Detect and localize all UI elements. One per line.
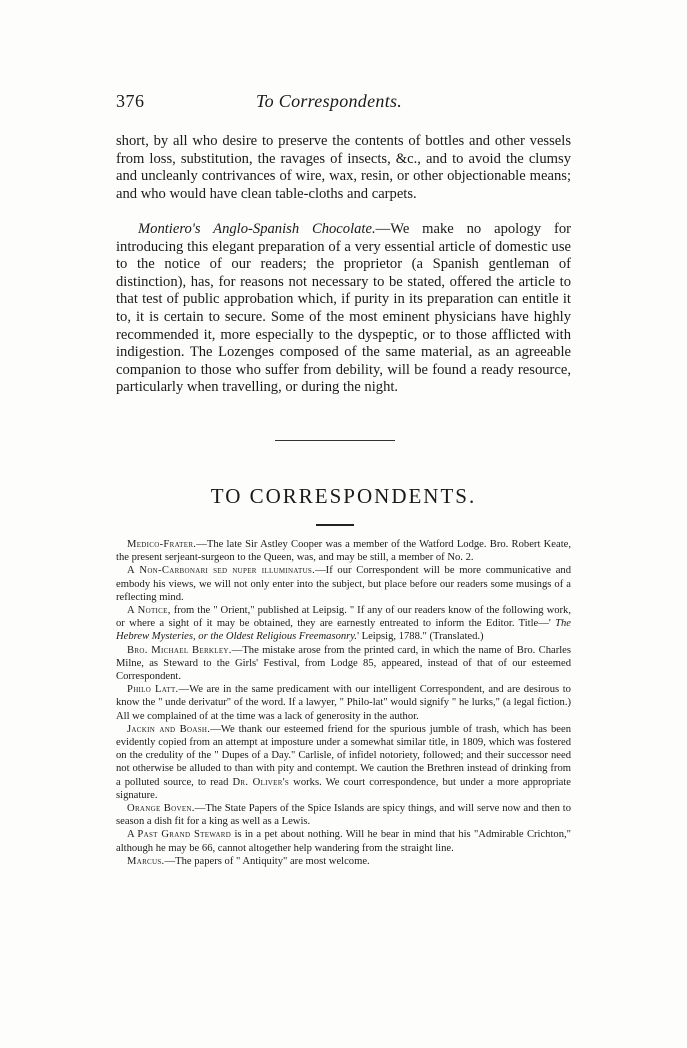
notice-lead: A Notice, xyxy=(127,605,171,617)
notice-item xyxy=(116,683,571,723)
book-title: The Hebrew Mysteries, or the Oldest Religious Freemasonry. xyxy=(116,618,571,643)
notice-item xyxy=(116,564,571,604)
notice-lead: Marcus. xyxy=(127,855,165,867)
notice-body: ' Leipsig, 1788." (Translated.) xyxy=(357,631,484,643)
notice-body: from the " Orient," published at Leipsig. " If any of our readers know of the following work, or where a sight of it may be obtained, they are earnestly entreated to inform the Editor. Title—' xyxy=(116,605,571,630)
notice-body: —If our Correspondent will be more communicative and embody his views, we will not only enter into the subject, but place before our readers some musings of a reflecting mind. xyxy=(116,565,571,603)
page-number: 376 xyxy=(116,91,145,111)
notice-lead: Medico-Frater. xyxy=(127,539,197,550)
paragraph-body: —We make no apology for introducing this elegant preparation of a very essential article of domestic use to the notice of our readers; the proprietor (a Spanish gentleman of distinction), has, for reasons not necessary to be stated, offered the article to that test of public approbation which, if purity in its preparation can entitle it to, it is certain to secure. Some of the most eminent physicians have highly recommended it, more especially to the dyspeptic, or to those afflicted with indigestion. The Lozenges composed of the same material, as an agreeable companion to those who suffer from debility, will be found a ready resource, particularly when travelling, or during the night. xyxy=(116,221,571,396)
notice-item xyxy=(116,828,571,854)
notice-body: —The mistake arose from the printed card, in which the name of Bro. Charles Milne, as Steward to the Girls' Festival, from Lodge 85, appeared, instead of that of our esteemed Correspondent. xyxy=(116,644,571,683)
notice-item xyxy=(116,604,571,644)
notice-body: —We are in the same predicament with our intelligent Correspondent, and are desirous to know the " unde derivatur" of the word. If a lawyer, " Philo-lat" would signify " he lurks," (a legal fiction.) All we complained of at the time was a lack of generosity in the author. xyxy=(116,684,571,722)
title-underline xyxy=(316,524,354,526)
author-name: Dr. Oliver's xyxy=(232,776,290,788)
notice-lead: Jackin and Boash. xyxy=(127,723,211,735)
notice-lead: Bro. Michael Berkley. xyxy=(127,644,232,656)
section-divider xyxy=(275,440,395,441)
notice-item xyxy=(116,538,571,564)
notice-body: —The State Papers of the Spice Islands are spicy things, and will serve now and then to season a dish fit for a king as well as a Lewis. xyxy=(116,803,572,828)
paragraph-lead: Montiero's Anglo-Spanish Chocolate. xyxy=(138,221,376,237)
notice-body: —The late Sir Astley Cooper was a member of the Watford Lodge. Bro. Robert Keate, the present serjeant-surgeon to the Queen, was, and may be still, a member of No. 2. xyxy=(116,539,571,564)
notice-lead: A Non-Carbonari sed nuper illuminatus. xyxy=(127,565,316,577)
notice-item xyxy=(116,855,571,868)
notice-body: works. We court correspondence, but under a more appropriate signature. xyxy=(116,776,572,801)
notice-item xyxy=(116,644,571,684)
notice-lead: Orange Boven. xyxy=(127,803,195,815)
notice-item xyxy=(116,723,571,802)
notice-body: is in a pet about nothing. Will he bear in mind that his "Admirable Crichton," although he may be 66, cannot altogether help wandering from the straight line. xyxy=(116,829,571,854)
notice-lead: Past Grand Steward xyxy=(137,829,232,841)
notice-lead: Philo Latt. xyxy=(127,684,179,696)
notice-body: —The papers of " Antiquity" are most welcome. xyxy=(164,855,370,867)
section-title: TO CORRESPONDENTS. xyxy=(210,484,477,508)
correspondents-notices xyxy=(116,538,571,868)
article-paragraph: short, by all who desire to preserve the contents of bottles and other vessels from loss, substitution, the ravages of insects, &c., and to avoid the clumsy and uncleanly contrivances of wire, wax, resin, or other objectionable means; and who would have clean table-cloths and carpets. xyxy=(116,133,571,202)
notice-lead-prefix: A xyxy=(127,829,138,841)
notice-body: —We thank our esteemed friend for the spurious jumble of trash, which has been evidently copied from an attempt at imposture under a somewhat similar title, in 1809, which was fostered on the credulity of the " Dupes of a Day." Carlisle, of infidel notoriety, followed; and their successor need not otherwise be alluded to than with pity and contempt. We caution the Brethren instead of drinking from a polluted source, to read xyxy=(116,723,571,788)
article-paragraph xyxy=(116,221,571,397)
page-header xyxy=(116,91,571,115)
notice-item xyxy=(116,802,571,828)
running-title: To Correspondents. xyxy=(256,91,403,111)
